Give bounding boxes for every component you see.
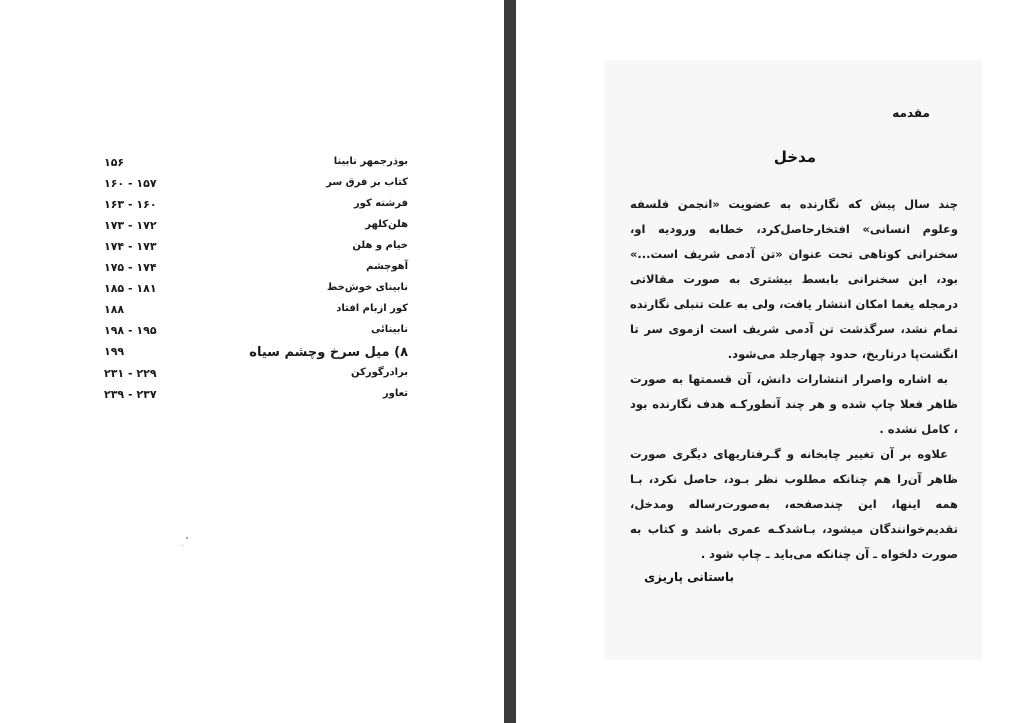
toc-entry [100, 217, 420, 238]
scan-speck [186, 537, 188, 539]
toc-entry-title: بوذرجمهر نابینا [333, 156, 408, 167]
toc-entry-pages: ۱۸۸ [104, 303, 125, 316]
toc-entry-title: فرشته کور [353, 198, 408, 209]
toc-entry-pages: ۲۲۹ - ۲۳۱ [104, 367, 157, 380]
toc-entry [100, 365, 420, 386]
toc-entry [100, 259, 420, 280]
paragraph: علاوه بر آن تغییر چابخانه و گـرفتاریهای دیگری صورت ظاهر آن‌را هم چنانکه مطلوب نظر بـود، حاصل نکرد، بـا همه اینها، این چندصفحه، به‌صورت‌رساله ومدخل، تقدیم‌خوانندگان میشود، بـاشدکـه عمری باشد و کتاب به صورت دلخواه ـ آن چنانکه می‌باید ـ چاپ شود . [630, 447, 958, 561]
toc-entry [100, 154, 420, 175]
paragraph: به اشاره واصرار انتشارات دانش، آن قسمتها به صورت ظاهر فعلا چاپ شده و هر چند آنطورکـه هدف نگارنده بود ، کامل نشده . [630, 372, 958, 436]
toc-entry-title: کتاب بر فرق سر [326, 177, 408, 188]
toc-entry-title: ۸) میل سرخ وچشم سیاه [249, 345, 408, 360]
toc-entry-title: تعاور [382, 388, 408, 399]
toc-entry-pages: ۱۵۷ - ۱۶۰ [104, 177, 157, 190]
toc-entry [100, 238, 420, 259]
toc-entry [100, 386, 420, 407]
toc-entry-pages: ۱۷۳ - ۱۷۴ [104, 240, 157, 253]
toc-entry-pages: ۱۷۴ - ۱۷۵ [104, 261, 157, 274]
toc-entry [100, 196, 420, 217]
table-of-contents [100, 154, 420, 407]
toc-entry-pages: ۱۹۵ - ۱۹۸ [104, 324, 157, 337]
author-signature: باستانی پاریزی [644, 570, 734, 584]
page-gutter [504, 0, 516, 723]
right-page [516, 0, 1024, 723]
toc-entry-title: برادرگورکن [351, 367, 408, 378]
toc-entry-title: آهوچشم [366, 261, 408, 272]
left-page [0, 0, 500, 723]
toc-entry-title: هلن‌کلهر [365, 219, 408, 230]
toc-entry [100, 280, 420, 301]
body-text [630, 192, 958, 567]
paragraph: چند سال پیش که نگارنده به عضویت «انجمن فلسفه وعلوم انسانی» افتخارحاصل‌کرد، خطابه ورودیه او، سخنرانی کوتاهی تحت عنوان «تن آدمی شریف است...» بود، این سخنرانی بابسط بیشتری به صورت مقالاتی درمجله یغما امکان انتشار یافت، ولی به علت تنبلی نگارنده تمام نشد، سرگذشت تن آدمی شریف است ازموی سر تا انگشت‌پا درتاریخ، حدود چهارجلد می‌شود. [630, 197, 958, 361]
toc-entry-pages: ۱۵۶ [104, 156, 125, 169]
toc-entry-title: نابینائی [370, 324, 408, 335]
toc-entry-title: نابینای خوش‌خط [326, 282, 408, 293]
toc-entry-pages: ۱۹۹ [104, 345, 125, 358]
toc-entry-pages: ۱۶۰ - ۱۶۳ [104, 198, 157, 211]
scan-speck [182, 545, 183, 546]
page-title: مدخل [773, 148, 816, 166]
toc-entry-pages: ۱۷۲ - ۱۷۳ [104, 219, 157, 232]
toc-entry-pages: ۲۳۷ - ۲۳۹ [104, 388, 157, 401]
toc-entry-pages: ۱۸۱ - ۱۸۵ [104, 282, 157, 295]
toc-entry-title: خیام و هلن [352, 240, 408, 251]
toc-entry-title: کور ازبام افتاد [336, 303, 408, 314]
toc-entry [100, 343, 420, 365]
toc-entry [100, 301, 420, 322]
toc-entry [100, 175, 420, 196]
toc-entry [100, 322, 420, 343]
section-label: مقدمه [892, 106, 930, 120]
